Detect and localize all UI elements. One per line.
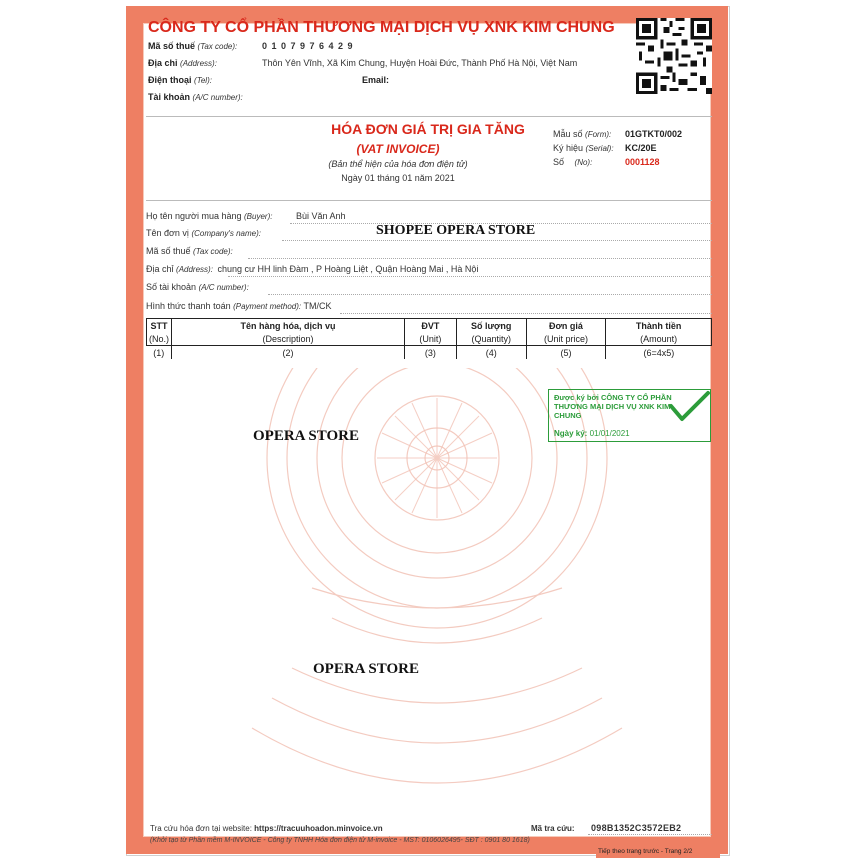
table-index-cell: (1) [147, 346, 172, 360]
table-header-en-cell: (Description) [172, 332, 405, 346]
page-note: Tiếp theo trang trước - Trang 2/2 [598, 848, 693, 855]
table-header-en-cell: (Quantity) [456, 332, 526, 346]
signature-line-3: CHUNG [554, 411, 582, 420]
table-header-cell: Đơn giá [526, 319, 606, 333]
lookup-label: Tra cứu hóa đơn tại website: [150, 824, 252, 833]
address-value: Thôn Yên Vĩnh, Xã Kim Chung, Huyện Hoài Đức, Thành Phố Hà Nội, Việt Nam [262, 58, 578, 68]
table-header-en-cell: (Amount) [606, 332, 712, 346]
form-row [553, 129, 611, 139]
address-label: Địa chỉ [148, 58, 178, 68]
table-header-en-cell: (Unit price) [526, 332, 606, 346]
table-header-cell: ĐVT [404, 319, 456, 333]
buyer-address-row [146, 264, 478, 274]
buyer-en: (Buyer): [244, 212, 273, 221]
account-row [148, 92, 243, 102]
tax-code-row [148, 41, 237, 51]
table-index-cell: (4) [456, 346, 526, 360]
qr-code-icon [636, 18, 712, 94]
no-label: Số [553, 157, 565, 167]
payment-label: Hình thức thanh toán [146, 301, 231, 311]
phone-label: Điện thoại [148, 75, 192, 85]
payment-en: (Payment method): [233, 302, 302, 311]
address-en: (Address): [180, 59, 217, 68]
table-header-en-cell: (No.) [147, 332, 172, 346]
form-value: 01GTKT0/002 [625, 129, 683, 139]
signature-date-value: 01/01/2021 [589, 429, 630, 438]
lookup-code-line [588, 834, 712, 835]
buyer-label: Họ tên người mua hàng [146, 211, 242, 221]
invoice-subtitle: (VAT INVOICE) [356, 142, 440, 156]
opera-store-watermark-2: OPERA STORE [313, 661, 420, 677]
buyer-tax-en: (Tax code): [193, 247, 233, 256]
lookup-code-label: Mã tra cứu: [531, 824, 575, 833]
title-divider [146, 200, 712, 201]
table-index-cell: (3) [404, 346, 456, 360]
table-header-en-row [147, 332, 712, 346]
table-header-cell: STT [147, 319, 172, 333]
company-name: CÔNG TY CỔ PHẦN THƯƠNG MẠI DỊCH VỤ XNK KIM CHUNG [148, 19, 615, 36]
company-row [146, 228, 261, 238]
company-line [282, 240, 712, 241]
signature-date-row [554, 429, 630, 438]
buyer-address-line [228, 276, 712, 277]
buyer-tax-line [248, 258, 712, 259]
buyer-address-label: Địa chỉ [146, 264, 174, 274]
serial-value: KC/20E [625, 143, 657, 153]
form-en: (Form): [585, 130, 612, 139]
payment-value: TM/CK [303, 301, 332, 311]
address-row [148, 58, 217, 68]
buyer-account-en: (A/C number): [198, 283, 249, 292]
lookup-code-value: 098B1352C3572EB2 [591, 823, 682, 833]
company-en: (Company's name): [191, 229, 261, 238]
account-en: (A/C number): [192, 93, 243, 102]
table-index-cell: (6=4x5) [606, 346, 712, 360]
header-divider [146, 116, 712, 117]
serial-label: Ký hiệu [553, 143, 584, 153]
lookup-url[interactable]: https://tracuuhoadon.minvoice.vn [254, 824, 383, 833]
lookup-row [150, 824, 383, 833]
table-header-cell: Thành tiền [606, 319, 712, 333]
no-row [553, 157, 592, 167]
signature-line-1: Được ký bởi CÔNG TY CỔ PHẦN [554, 393, 672, 402]
table-index-cell: (2) [172, 346, 405, 360]
signature-line-2: THƯƠNG MẠI DỊCH VỤ XNK KIM [554, 402, 671, 411]
signature-date-label: Ngày ký: [554, 429, 588, 438]
table-header-cell: Tên hàng hóa, dịch vụ [172, 319, 405, 333]
tax-code-en: (Tax code): [197, 42, 238, 51]
table-index-row [147, 346, 712, 360]
buyer-account-row [146, 282, 249, 292]
invoice-note: (Bản thể hiện của hóa đơn điện tử) [328, 159, 468, 169]
invoice-title: HÓA ĐƠN GIÁ TRỊ GIA TĂNG [331, 121, 525, 137]
invoice-date: Ngày 01 tháng 01 năm 2021 [341, 173, 455, 183]
company-label: Tên đơn vị [146, 228, 189, 238]
opera-store-watermark-1: OPERA STORE [253, 428, 360, 444]
tax-code-value: 0 1 0 7 9 7 6 4 2 9 [262, 41, 354, 51]
table-header-en-cell: (Unit) [404, 332, 456, 346]
table-header-cell: Số lượng [456, 319, 526, 333]
table-index-cell: (5) [526, 346, 606, 360]
account-label: Tài khoản [148, 92, 191, 102]
buyer-address-en: (Address): [176, 265, 213, 274]
company-value: SHOPEE OPERA STORE [376, 223, 536, 238]
buyer-value: Bùi Văn Anh [296, 211, 346, 221]
serial-en: (Serial): [585, 144, 614, 153]
email-label: Email: [362, 75, 390, 85]
digital-signature-box [548, 389, 711, 442]
buyer-tax-label: Mã số thuế [146, 246, 191, 256]
buyer-account-label: Số tài khoản [146, 282, 197, 292]
buyer-account-line [268, 294, 712, 295]
creator-note: (Khởi tạo từ Phần mềm M-INVOICE - Công ty TNHH Hóa đơn điện tử M-invoice - MST: 0106026495- SĐT : 0901 80 1618) [150, 837, 530, 844]
tax-code-label: Mã số thuế [148, 41, 196, 51]
payment-line [340, 313, 712, 314]
buyer-tax-row [146, 246, 233, 256]
serial-row [553, 143, 614, 153]
no-en: (No): [574, 158, 593, 167]
check-mark-icon [667, 390, 711, 424]
table-header-row [147, 319, 712, 333]
buyer-address-value: chung cư HH linh Đàm , P Hoàng Liệt , Quận Hoàng Mai , Hà Nội [217, 264, 479, 274]
payment-row [146, 301, 331, 311]
items-table [146, 318, 712, 359]
signature-text [554, 393, 672, 420]
form-label: Mẫu số [553, 129, 583, 139]
phone-en: (Tel): [194, 76, 212, 85]
buyer-row [146, 211, 272, 221]
no-value: 0001128 [625, 157, 660, 167]
phone-row [148, 75, 212, 85]
